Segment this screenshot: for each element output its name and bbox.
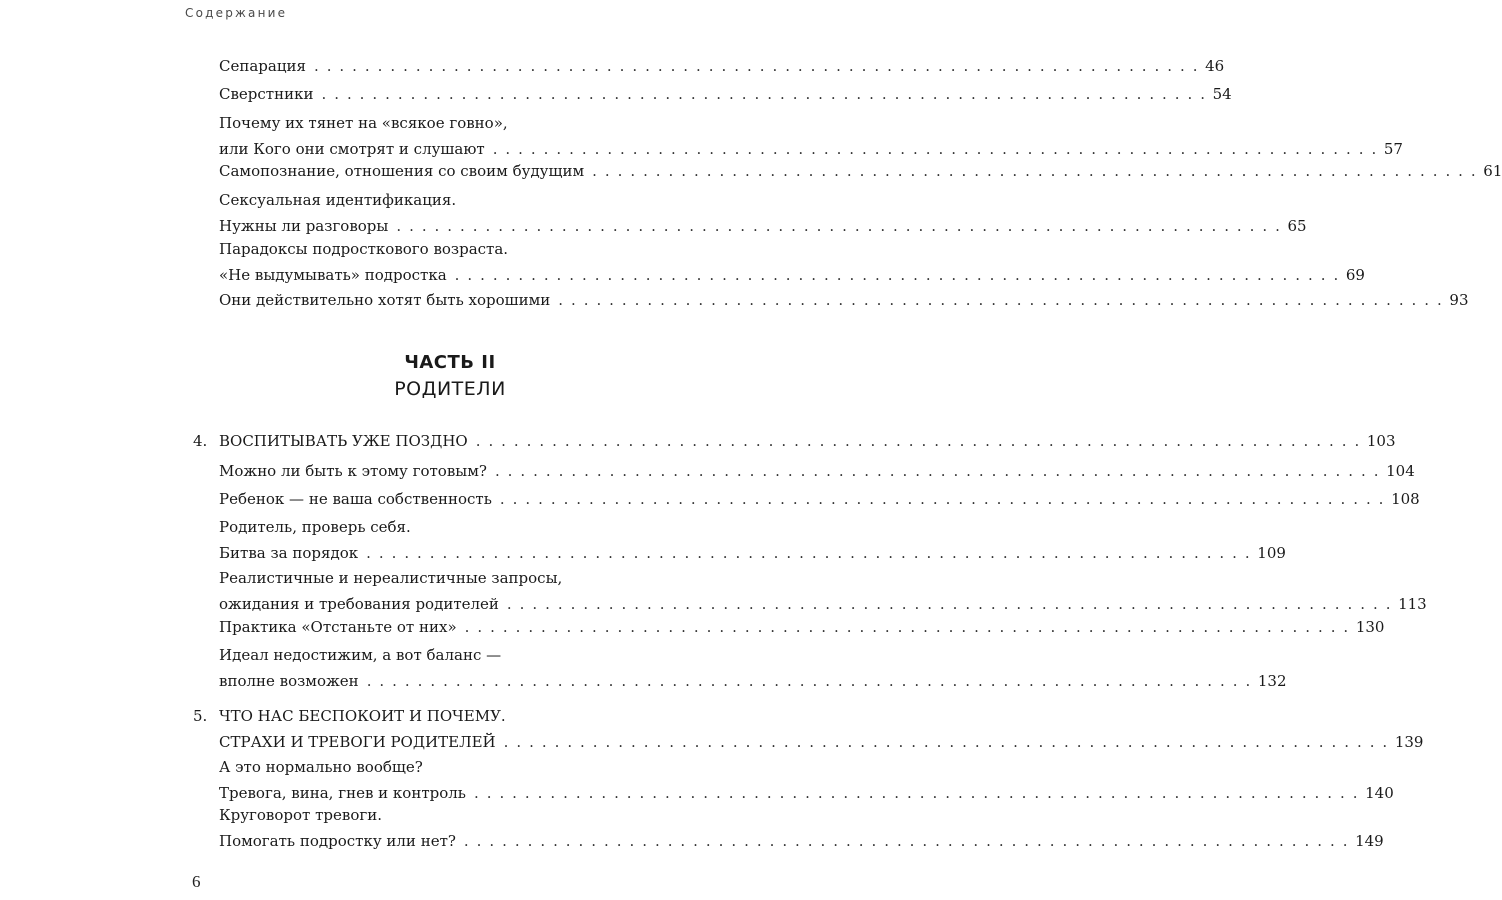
toc-entry-page: 46 bbox=[1205, 57, 1225, 75]
toc-entry bbox=[219, 514, 1286, 566]
toc-entry-title: Сверстники bbox=[219, 85, 314, 103]
leader-dots: . . . . . . . . . . . . . . . . . . . . . . . . . . . . . . . . . . . . . . . . . . . . . . . . . . . . . . . . . . . . . . . . . . . . . . bbox=[592, 162, 1478, 180]
toc-entry-title-line2: или Кого они смотрят и слушают bbox=[219, 140, 485, 158]
toc-entry-title: Ребенок — не ваша собственность bbox=[219, 490, 492, 508]
toc-entry-title-line1: А это нормально вообще? bbox=[219, 758, 423, 776]
toc-entry-title: Можно ли быть к этому готовым? bbox=[219, 462, 487, 480]
toc-entry-title: Практика «Отстаньте от них» bbox=[219, 618, 457, 636]
toc-entry bbox=[219, 565, 1427, 617]
toc-entry-title: Они действительно хотят быть хорошими bbox=[219, 291, 551, 309]
toc-entry bbox=[219, 458, 1415, 484]
toc-entry-page: 93 bbox=[1449, 291, 1469, 309]
leader-dots: . . . . . . . . . . . . . . . . . . . . . . . . . . . . . . . . . . . . . . . . . . . . . . . . . . . . . . . . . . . . . . . . . . . . . . bbox=[396, 217, 1282, 235]
toc-entry-page: 149 bbox=[1355, 832, 1384, 850]
leader-dots: . . . . . . . . . . . . . . . . . . . . . . . . . . . . . . . . . . . . . . . . . . . . . . . . . . . . . . . . . . . . . . . . . . . . . . bbox=[473, 784, 1360, 802]
toc-entry-title-line2: Помогать подростку или нет? bbox=[219, 832, 456, 850]
toc-entry-page: 65 bbox=[1287, 217, 1307, 235]
toc-entry-title-line1: Сексуальная идентификация. bbox=[219, 191, 457, 209]
toc-chapter-page: 103 bbox=[1366, 432, 1396, 450]
chapter-number: 4. bbox=[193, 432, 208, 450]
toc-entry bbox=[219, 110, 1403, 162]
toc-entry-title-line2: вполне возможен bbox=[219, 672, 359, 690]
toc-entry-title-line1: Круговорот тревоги. bbox=[219, 806, 382, 824]
toc-entry bbox=[219, 614, 1385, 640]
toc-entry-page: 130 bbox=[1355, 618, 1385, 636]
leader-dots: . . . . . . . . . . . . . . . . . . . . . . . . . . . . . . . . . . . . . . . . . . . . . . . . . . . . . . . . . . . . . . . . . . . . . . bbox=[366, 672, 1252, 690]
leader-dots: . . . . . . . . . . . . . . . . . . . . . . . . . . . . . . . . . . . . . . . . . . . . . . . . . . . . . . . . . . . . . . . . . . . . . . bbox=[492, 140, 1378, 158]
toc-entry-title-line1: Парадоксы подросткового возраста. bbox=[219, 240, 509, 258]
toc-entry bbox=[219, 642, 1287, 694]
chapter-title-line1: ЧТО НАС БЕСПОКОИТ И ПОЧЕМУ. bbox=[219, 707, 506, 725]
leader-dots: . . . . . . . . . . . . . . . . . . . . . . . . . . . . . . . . . . . . . . . . . . . . . . . . . . . . . . . . . . . . . . . . . . . . . . bbox=[499, 490, 1386, 508]
toc-entry-page: 108 bbox=[1391, 490, 1420, 508]
toc-entry bbox=[219, 53, 1225, 79]
toc-entry-title-line2: ожидания и требования родителей bbox=[219, 595, 499, 613]
leader-dots: . . . . . . . . . . . . . . . . . . . . . . . . . . . . . . . . . . . . . . . . . . . . . . . . . . . . . . . . . . . . . . . . . . . . . . bbox=[558, 291, 1444, 309]
leader-dots: . . . . . . . . . . . . . . . . . . . . . . . . . . . . . . . . . . . . . . . . . . . . . . . . . . . . . . . . . . . . . . . . . . . . . . bbox=[366, 544, 1252, 562]
toc-entry-page: 57 bbox=[1383, 140, 1403, 158]
toc-entry-title: Сепарация bbox=[219, 57, 306, 75]
leader-dots: . . . . . . . . . . . . . . . . . . . . . . . . . . . . . . . . . . . . . . . . . . . . . . . . . . . . . . . . . . . . . . . . . . . . . . bbox=[475, 432, 1361, 450]
toc-entry-title-line2: Нужны ли разговоры bbox=[219, 217, 389, 235]
leader-dots: . . . . . . . . . . . . . . . . . . . . . . . . . . . . . . . . . . . . . . . . . . . . . . . . . . . . . . . . . . . . . . . . . . . . . . bbox=[503, 733, 1389, 751]
leader-dots: . . . . . . . . . . . . . . . . . . . . . . . . . . . . . . . . . . . . . . . . . . . . . . . . . . . . . . . . . . . . . . . . . . . . . . bbox=[321, 85, 1207, 103]
leader-dots: . . . . . . . . . . . . . . . . . . . . . . . . . . . . . . . . . . . . . . . . . . . . . . . . . . . . . . . . . . . . . . . . . . . . . . bbox=[313, 57, 1200, 75]
toc-chapter-page: 139 bbox=[1394, 733, 1424, 751]
leader-dots: . . . . . . . . . . . . . . . . . . . . . . . . . . . . . . . . . . . . . . . . . . . . . . . . . . . . . . . . . . . . . . . . . . . . . . bbox=[454, 266, 1340, 284]
part-title: РОДИТЕЛИ bbox=[394, 378, 506, 400]
toc-entry bbox=[219, 754, 1394, 806]
leader-dots: . . . . . . . . . . . . . . . . . . . . . . . . . . . . . . . . . . . . . . . . . . . . . . . . . . . . . . . . . . . . . . . . . . . . . . bbox=[506, 595, 1393, 613]
toc-entry-title-line1: Реалистичные и нереалистичные запросы, bbox=[219, 569, 563, 587]
toc-entry-title-line2: Тревога, вина, гнев и контроль bbox=[219, 784, 466, 802]
toc-entry-page: 104 bbox=[1386, 462, 1415, 480]
toc-entry-page: 113 bbox=[1398, 595, 1427, 613]
leader-dots: . . . . . . . . . . . . . . . . . . . . . . . . . . . . . . . . . . . . . . . . . . . . . . . . . . . . . . . . . . . . . . . . . . . . . . bbox=[463, 832, 1350, 850]
toc-entry-page: 54 bbox=[1212, 85, 1232, 103]
toc-entry-title-line2: Битва за порядок bbox=[219, 544, 359, 562]
running-head: Содержание bbox=[185, 6, 288, 20]
toc-entry-page: 109 bbox=[1257, 544, 1286, 562]
toc-entry bbox=[219, 158, 1502, 184]
leader-dots: . . . . . . . . . . . . . . . . . . . . . . . . . . . . . . . . . . . . . . . . . . . . . . . . . . . . . . . . . . . . . . . . . . . . . . bbox=[494, 462, 1381, 480]
toc-entry-title-line1: Родитель, проверь себя. bbox=[219, 518, 411, 536]
toc-entry-page: 69 bbox=[1345, 266, 1365, 284]
toc-chapter bbox=[193, 428, 1396, 454]
toc-entry bbox=[219, 236, 1365, 288]
part-label: ЧАСТЬ II bbox=[404, 352, 496, 373]
toc-entry-page: 61 bbox=[1483, 162, 1502, 180]
toc-entry bbox=[219, 81, 1232, 107]
toc-entry-title-line2: «Не выдумывать» подростка bbox=[219, 266, 447, 284]
chapter-title: ВОСПИТЫВАТЬ УЖЕ ПОЗДНО bbox=[219, 432, 468, 450]
toc-entry bbox=[219, 287, 1469, 313]
chapter-title-line2: СТРАХИ И ТРЕВОГИ РОДИТЕЛЕЙ bbox=[219, 733, 496, 751]
toc-entry-title-line1: Почему их тянет на «всякое говно», bbox=[219, 114, 508, 132]
toc-chapter bbox=[193, 703, 1424, 755]
chapter-number: 5. bbox=[193, 707, 208, 725]
toc-entry-page: 132 bbox=[1257, 672, 1287, 690]
toc-entry bbox=[219, 802, 1384, 854]
page-number: 6 bbox=[192, 872, 201, 891]
leader-dots: . . . . . . . . . . . . . . . . . . . . . . . . . . . . . . . . . . . . . . . . . . . . . . . . . . . . . . . . . . . . . . . . . . . . . . bbox=[464, 618, 1350, 636]
toc-entry-page: 140 bbox=[1365, 784, 1394, 802]
toc-entry-title-line1: Идеал недостижим, а вот баланс — bbox=[219, 646, 502, 664]
toc-entry-title: Самопознание, отношения со своим будущим bbox=[219, 162, 585, 180]
toc-entry bbox=[219, 486, 1420, 512]
toc-entry bbox=[219, 187, 1307, 239]
